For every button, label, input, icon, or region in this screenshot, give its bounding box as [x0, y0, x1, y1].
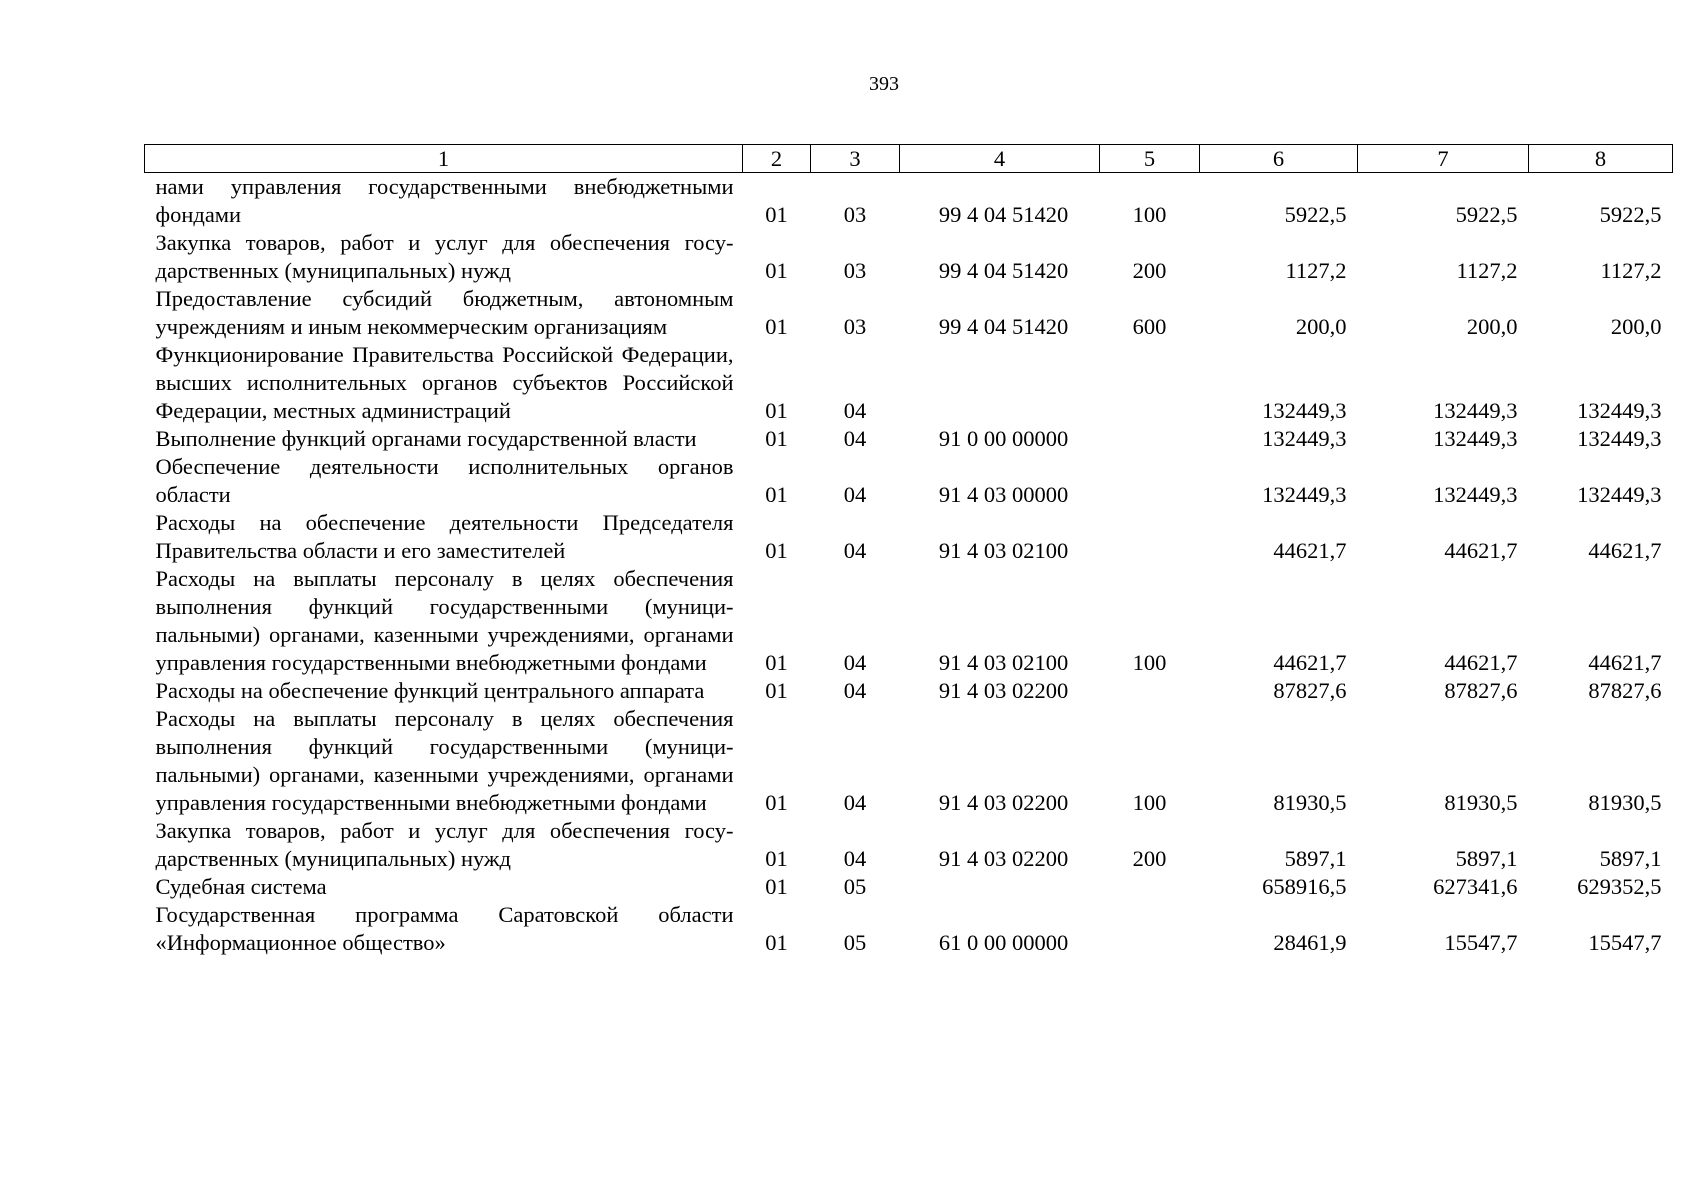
header-col-3: 3 — [811, 145, 900, 173]
cell-amount-3: 200,0 — [1610, 314, 1662, 339]
cell-expense-type — [1100, 677, 1200, 705]
cell-name: Обеспечение деятельности исполнительных органов области — [155, 454, 734, 507]
cell-amount-2: 15547,7 — [1444, 930, 1518, 955]
cell-expense-type: 600 — [1132, 314, 1167, 339]
header-col-2: 2 — [743, 145, 811, 173]
table-body — [145, 173, 1673, 958]
cell-section: 01 — [765, 790, 788, 815]
header-col-8: 8 — [1529, 145, 1673, 173]
cell-target-article: 61 0 00 00000 — [938, 930, 1069, 955]
cell-amount-3: 81930,5 — [1588, 790, 1662, 815]
cell-subsection: 04 — [843, 678, 867, 703]
cell-amount-3: 5922,5 — [1599, 202, 1662, 227]
header-col-7: 7 — [1358, 145, 1529, 173]
table-row — [145, 425, 1673, 453]
cell-amount-3: 15547,7 — [1588, 930, 1662, 955]
cell-subsection: 04 — [843, 846, 867, 871]
cell-expense-type: 100 — [1132, 650, 1167, 675]
cell-amount-1: 5922,5 — [1284, 202, 1347, 227]
header-col-1: 1 — [145, 145, 743, 173]
cell-name: Расходы на обеспечение функций центрального аппарата — [155, 678, 705, 703]
cell-target-article: 99 4 04 51420 — [938, 202, 1069, 227]
cell-section: 01 — [765, 258, 788, 283]
table-row — [145, 229, 1673, 285]
table-header — [145, 145, 1673, 173]
cell-subsection: 04 — [843, 426, 867, 451]
cell-amount-2: 81930,5 — [1444, 790, 1518, 815]
cell-name: Расходы на выплаты персоналу в целях обеспечения выполнения функций государственными (муниципальными) органами, казенными учреждениями, органами управления государственными внебюджетными фондами — [155, 566, 734, 675]
table-row — [145, 509, 1673, 565]
cell-expense-type: 100 — [1132, 790, 1167, 815]
cell-section: 01 — [765, 650, 788, 675]
cell-amount-3: 132449,3 — [1577, 426, 1662, 451]
cell-amount-2: 5922,5 — [1455, 202, 1518, 227]
cell-target-article: 91 4 03 02100 — [938, 538, 1069, 563]
cell-name: нами управления государственными внебюджетными фондами — [155, 174, 734, 227]
table-row — [145, 873, 1673, 901]
cell-amount-3: 132449,3 — [1577, 398, 1662, 423]
cell-name: Судебная система — [155, 874, 327, 899]
cell-amount-1: 200,0 — [1295, 314, 1347, 339]
cell-amount-2: 132449,3 — [1433, 482, 1518, 507]
cell-expense-type — [1100, 453, 1200, 509]
cell-amount-3: 629352,5 — [1577, 874, 1662, 899]
cell-section: 01 — [765, 482, 788, 507]
cell-subsection: 03 — [843, 202, 867, 227]
cell-amount-1: 132449,3 — [1262, 482, 1347, 507]
table-row — [145, 817, 1673, 873]
table-row — [145, 341, 1673, 425]
cell-name: Предоставление субсидий бюджетным, автономным учреждениям и иным некоммерческим организациям — [155, 286, 734, 339]
cell-amount-3: 132449,3 — [1577, 482, 1662, 507]
cell-target-article: 91 4 03 00000 — [938, 482, 1069, 507]
cell-amount-3: 44621,7 — [1588, 538, 1662, 563]
cell-subsection: 04 — [843, 538, 867, 563]
cell-amount-3: 1127,2 — [1600, 258, 1662, 283]
cell-subsection: 04 — [843, 650, 867, 675]
cell-amount-1: 44621,7 — [1273, 650, 1347, 675]
cell-subsection: 05 — [843, 930, 867, 955]
cell-amount-2: 87827,6 — [1444, 678, 1518, 703]
cell-target-article: 99 4 04 51420 — [938, 258, 1069, 283]
cell-subsection: 03 — [843, 258, 867, 283]
header-row — [145, 145, 1673, 173]
cell-section: 01 — [765, 874, 788, 899]
cell-name: Расходы на обеспечение деятельности Председателя Правительства области и его заместителей — [155, 510, 734, 563]
table-row — [145, 173, 1673, 230]
cell-amount-1: 28461,9 — [1273, 930, 1347, 955]
cell-expense-type: 100 — [1132, 202, 1167, 227]
cell-amount-2: 132449,3 — [1433, 398, 1518, 423]
cell-expense-type — [1100, 425, 1200, 453]
cell-amount-2: 627341,6 — [1433, 874, 1518, 899]
cell-amount-2: 44621,7 — [1444, 650, 1518, 675]
cell-amount-1: 132449,3 — [1262, 398, 1347, 423]
cell-amount-1: 658916,5 — [1262, 874, 1347, 899]
cell-amount-1: 87827,6 — [1273, 678, 1347, 703]
cell-section: 01 — [765, 930, 788, 955]
table-row — [145, 705, 1673, 817]
cell-amount-3: 5897,1 — [1599, 846, 1662, 871]
budget-table — [144, 144, 1673, 957]
cell-section: 01 — [765, 846, 788, 871]
cell-expense-type — [1100, 873, 1200, 901]
cell-amount-1: 44621,7 — [1273, 538, 1347, 563]
table-row — [145, 285, 1673, 341]
cell-amount-1: 5897,1 — [1284, 846, 1347, 871]
cell-subsection: 04 — [843, 398, 867, 423]
cell-section: 01 — [765, 678, 788, 703]
cell-section: 01 — [765, 426, 788, 451]
cell-subsection: 04 — [843, 790, 867, 815]
cell-expense-type — [1100, 509, 1200, 565]
cell-name: Закупка товаров, работ и услуг для обеспечения государственных (муниципальных) нужд — [155, 230, 734, 283]
table-row — [145, 901, 1673, 957]
cell-amount-3: 44621,7 — [1588, 650, 1662, 675]
cell-section: 01 — [765, 398, 788, 423]
cell-name: Закупка товаров, работ и услуг для обеспечения государственных (муниципальных) нужд — [155, 818, 734, 871]
cell-amount-3: 87827,6 — [1588, 678, 1662, 703]
cell-name: Функционирование Правительства Российской Федерации, высших исполнительных органов субъектов Российской Федерации, местных администраций — [155, 342, 734, 423]
cell-target-article: 99 4 04 51420 — [938, 314, 1069, 339]
cell-name: Выполнение функций органами государственной власти — [155, 426, 697, 451]
cell-name: Расходы на выплаты персоналу в целях обеспечения выполнения функций государственными (муниципальными) органами, казенными учреждениями, органами управления государственными внебюджетными фондами — [155, 706, 734, 815]
cell-name: Государственная программа Саратовской области «Информационное общество» — [155, 902, 734, 955]
cell-target-article — [900, 341, 1100, 425]
cell-amount-1: 81930,5 — [1273, 790, 1347, 815]
cell-expense-type — [1100, 901, 1200, 957]
cell-amount-1: 132449,3 — [1262, 426, 1347, 451]
table-row — [145, 453, 1673, 509]
header-col-6: 6 — [1200, 145, 1358, 173]
cell-target-article: 91 4 03 02100 — [938, 650, 1069, 675]
cell-amount-2: 44621,7 — [1444, 538, 1518, 563]
cell-target-article: 91 4 03 02200 — [938, 790, 1069, 815]
page-number: 393 — [869, 73, 899, 95]
cell-section: 01 — [765, 202, 788, 227]
cell-expense-type: 200 — [1132, 258, 1167, 283]
table-row — [145, 677, 1673, 705]
cell-expense-type: 200 — [1132, 846, 1167, 871]
cell-amount-2: 132449,3 — [1433, 426, 1518, 451]
cell-expense-type — [1100, 341, 1200, 425]
cell-amount-1: 1127,2 — [1285, 258, 1347, 283]
cell-target-article: 91 4 03 02200 — [938, 678, 1069, 703]
table-row — [145, 565, 1673, 677]
cell-target-article: 91 4 03 02200 — [938, 846, 1069, 871]
cell-amount-2: 1127,2 — [1456, 258, 1518, 283]
header-col-5: 5 — [1100, 145, 1200, 173]
cell-subsection: 05 — [843, 874, 867, 899]
cell-target-article — [900, 873, 1100, 901]
header-col-4: 4 — [900, 145, 1100, 173]
cell-target-article: 91 0 00 00000 — [938, 426, 1069, 451]
cell-section: 01 — [765, 538, 788, 563]
cell-subsection: 03 — [843, 314, 867, 339]
cell-section: 01 — [765, 314, 788, 339]
cell-subsection: 04 — [843, 482, 867, 507]
cell-amount-2: 5897,1 — [1455, 846, 1518, 871]
cell-amount-2: 200,0 — [1466, 314, 1518, 339]
